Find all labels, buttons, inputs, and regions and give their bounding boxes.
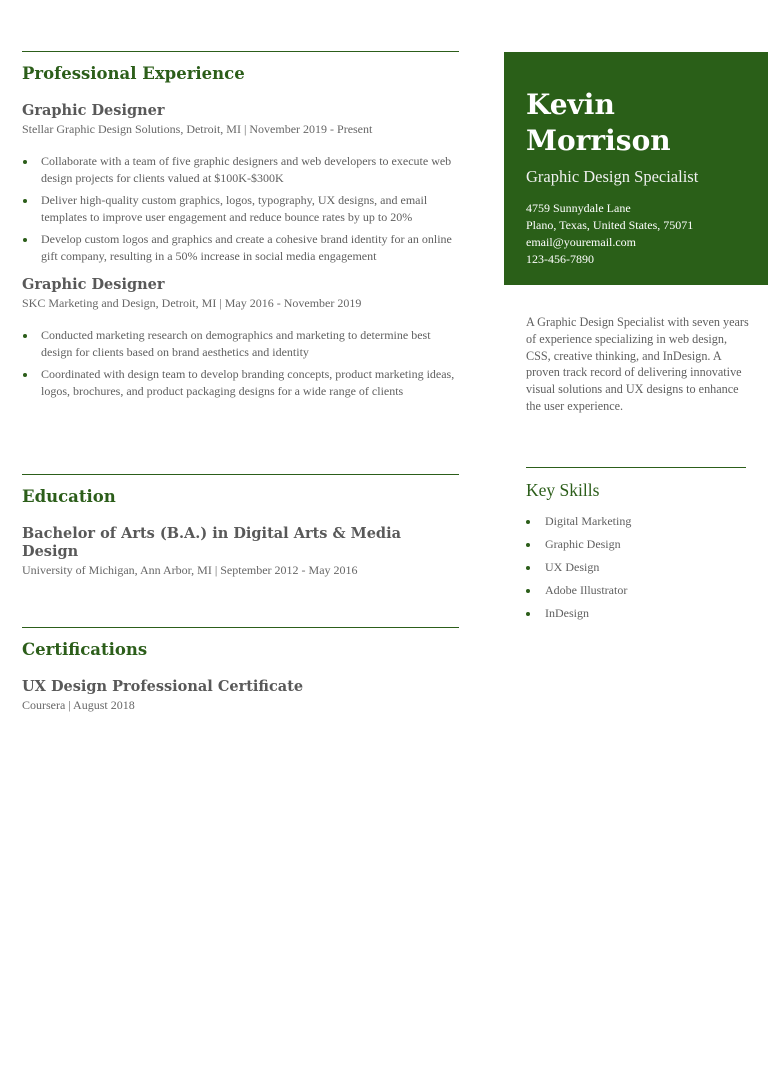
section-title: Certifications [22,640,148,659]
education-meta: University of Michigan, Ann Arbor, MI | September 2012 - May 2016 [22,563,358,577]
skill-item: Graphic Design [526,536,746,552]
bullet-icon [526,589,530,593]
bullet-icon [23,373,27,377]
skills-list [526,513,746,621]
certification-meta: Coursera | August 2018 [22,698,135,712]
bullet-icon [526,520,530,524]
bullet-icon [23,199,27,203]
section-divider [22,627,459,628]
bullet-icon [23,334,27,338]
candidate-name: Kevin Morrison [526,88,671,157]
address: 4759 Sunnydale Lane [526,201,631,215]
degree-title: Bachelor of Arts (B.A.) in Digital Arts & Media Design [22,525,401,560]
skill-item: InDesign [526,605,746,621]
candidate-title: Graphic Design Specialist [526,167,699,186]
experience-section [22,51,459,399]
skill-item: Adobe Illustrator [526,582,746,598]
job-title: Graphic Designer [22,276,165,293]
job-meta: Stellar Graphic Design Solutions, Detroit, MI | November 2019 - Present [22,122,373,136]
city: Plano, Texas, United States, 75071 [526,218,694,232]
phone: 123-456-7890 [526,252,594,266]
section-title: Education [22,487,116,506]
summary: A Graphic Design Specialist with seven years of experience specializing in web design, CSS, creative thinking, and InDesign. A proven track record of delivering innovative visual solutions and UX designs to enhance the user experience. [526,315,749,413]
bullet-item: Conducted marketing research on demographics and marketing to determine best design for clients based on brand aesthetics and identity [22,327,459,360]
job-entry [22,276,459,399]
section-title: Professional Experience [22,64,245,83]
bullet-item: Collaborate with a team of five graphic designers and web developers to execute web design projects for clients valued at $100K-$300K [22,153,459,186]
section-divider [526,467,746,468]
bullet-icon [23,238,27,242]
job-bullets [22,153,459,264]
bullet-icon [526,566,530,570]
job-entry [22,102,459,264]
certification-title: UX Design Professional Certificate [22,678,304,695]
job-bullets [22,327,459,399]
section-divider [22,474,459,475]
skill-item: Digital Marketing [526,513,746,529]
bullet-item: Develop custom logos and graphics and create a cohesive brand identity for an online gift company, resulting in a 50% increase in social media engagement [22,231,459,264]
job-title: Graphic Designer [22,102,165,119]
certifications-section [22,627,459,713]
bullet-icon [526,543,530,547]
bullet-icon [23,160,27,164]
main-column [22,51,459,712]
header-box [504,52,768,285]
email[interactable]: email@youremail.com [526,235,637,249]
bullet-item: Coordinated with design team to develop branding concepts, product marketing ideas, logos, brochures, and product packaging designs for a wide range of clients [22,366,459,399]
bullet-icon [526,612,530,616]
skill-item: UX Design [526,559,746,575]
bullet-item: Deliver high-quality custom graphics, logos, typography, UX designs, and email templates to improve user engagement and reduce bounce rates by up to 20% [22,192,459,225]
contact-info [526,200,693,268]
education-section [22,474,459,578]
section-divider [22,51,459,52]
skills-section [526,467,746,628]
job-meta: SKC Marketing and Design, Detroit, MI | May 2016 - November 2019 [22,296,362,310]
section-title: Key Skills [526,480,600,500]
